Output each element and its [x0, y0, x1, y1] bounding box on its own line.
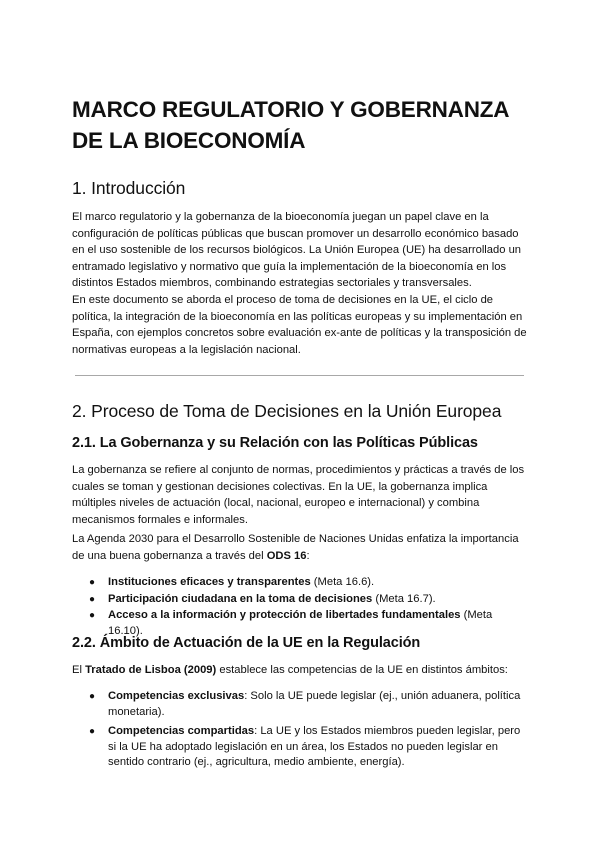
competence-name: Competencias exclusivas: [108, 690, 245, 702]
agenda-text-end: :: [306, 549, 310, 562]
competence-desc: : Solo la UE puede legislar (ej., unión aduanera, política monetaria).: [108, 690, 521, 718]
agenda-2030-paragraph: [72, 531, 528, 564]
competence-desc: : La UE y los Estados miembros pueden legislar, pero si la UE ha adoptado legislación en un área, los Estados no pueden legislar en sentido contrario (ej., agricultura, medio ambiente, energía).: [108, 725, 521, 769]
competence-name: Competencias compartidas: [108, 725, 255, 738]
section-divider: [75, 375, 524, 376]
bullet-icon: ●: [89, 691, 96, 702]
agenda-text: La Agenda 2030 para el Desarrollo Sostenible de Naciones Unidas enfatiza la importancia de una buena gobernanza a través del: [72, 533, 519, 562]
goal-meta: (Meta 16.10).: [108, 609, 493, 637]
bullet-icon: ●: [89, 726, 96, 738]
document-title: MARCO REGULATORIO Y GOBERNANZA DE LA BIOECONOMÍA: [72, 97, 509, 153]
goal-meta: (Meta 16.6).: [310, 576, 375, 588]
ods16-goals-list: [88, 575, 528, 640]
goal-meta: (Meta 16.7).: [372, 592, 436, 605]
ods16-label: ODS 16: [266, 549, 307, 562]
list-item: [88, 575, 528, 591]
section-2-heading: 2. Proceso de Toma de Decisiones en la Unión Europea: [72, 401, 502, 421]
subsection-2-2-heading: 2.2. Ámbito de Actuación de la UE en la Regulación: [72, 635, 421, 651]
bullet-icon: ●: [89, 593, 96, 605]
intro-paragraph-1: El marco regulatorio y la gobernanza de la bioeconomía juegan un papel clave en la configuración de políticas públicas que buscan promover un desarrollo económico basado en el uso sostenible de los recursos biológicos. La Unión Europea (UE) ha desarrollado un entramado legislativo y normativo que guía la implementación de la bioeconomía en los distintos Estados miembros, combinando estrategias sectoriales y transversales.: [72, 211, 522, 290]
governance-paragraph: La gobernanza se refiere al conjunto de normas, procedimientos y prácticas a través de los cuales se toman y gestionan decisiones colectivas. En la UE, la gobernanza implica múltiples niveles de actuación (local, nacional, europeo e internacional) y combina mecanismos formales e informales.: [72, 464, 525, 526]
bullet-icon: ●: [89, 577, 96, 588]
bullet-icon: ●: [89, 610, 96, 622]
subsection-2-1-heading: 2.1. La Gobernanza y su Relación con las Políticas Públicas: [72, 435, 478, 451]
goal-name: Participación ciudadana en la toma de decisiones: [108, 592, 373, 605]
section-1-heading: 1. Introducción: [72, 178, 186, 198]
lisbon-treaty-label: Tratado de Lisboa (2009): [85, 664, 217, 676]
goal-name: Instituciones eficaces y transparentes: [108, 576, 311, 588]
intro-paragraph-2: En este documento se aborda el proceso de toma de decisiones en la UE, el ciclo de política, la integración de la bioeconomía en las políticas europeas y su implementación en España, con ejemplos concretos sobre evaluación ex-ante de políticas y la transposición de normativas europeas a la legislación nacional.: [72, 294, 527, 356]
competences-list: [88, 689, 528, 772]
goal-name: Acceso a la información y protección de libertades fundamentales: [108, 609, 461, 622]
lisbon-text: El: [72, 664, 86, 676]
lisbon-treaty-paragraph: [72, 662, 528, 679]
lisbon-text-end: establece las competencias de la UE en distintos ámbitos:: [216, 664, 508, 676]
list-item: [88, 592, 528, 608]
list-item: [88, 689, 528, 720]
list-item: [88, 724, 528, 771]
